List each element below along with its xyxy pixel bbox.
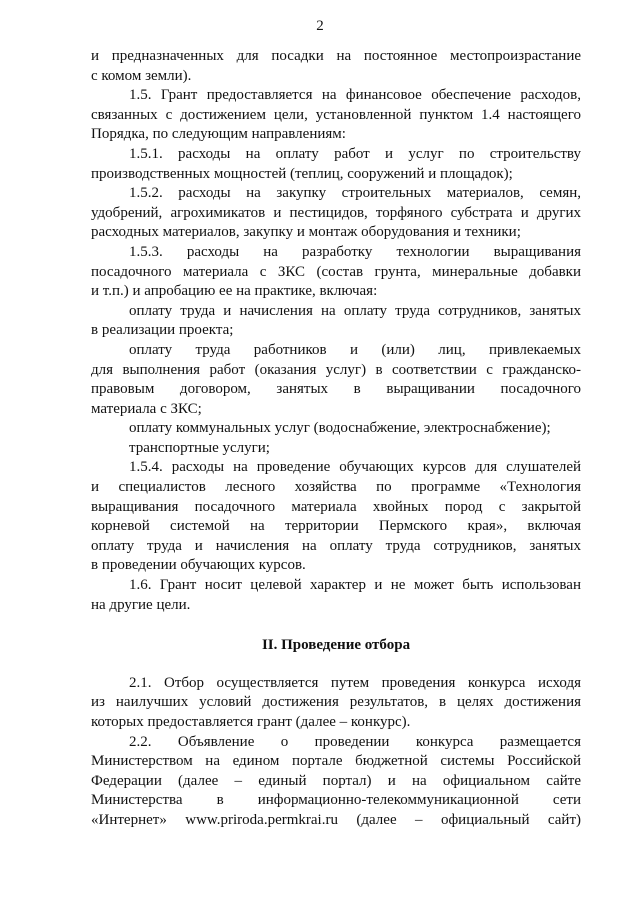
text-line: из наилучших условий достижения результатов, в целях достижения (91, 694, 581, 711)
text-line: в проведении обучающих курсов. (91, 557, 306, 574)
text-line: на другие цели. (91, 596, 191, 613)
text-line: расходных материалов, закупку и монтаж оборудования и техники; (91, 224, 521, 241)
text-line: выращивания посадочного материала хвойных пород с закрытой (91, 498, 581, 515)
section-heading: II. Проведение отбора (261, 637, 411, 654)
text-line: Порядка, по следующим направлениям: (91, 126, 346, 143)
text-line: Федерации (далее – единый портал) и на официальном сайте (91, 772, 581, 789)
text-line: производственных мощностей (теплиц, сооружений и площадок); (91, 165, 513, 182)
text-line: Министерством на едином портале бюджетной системы Российской (91, 753, 581, 770)
text-line: связанных с достижением цели, установленной пунктом 1.4 настоящего (91, 106, 581, 123)
text-line: и специалистов лесного хозяйства по программе «Технология (91, 479, 581, 496)
text-line: для выполнения работ (оказания услуг) в соответствии с гражданско- (91, 361, 581, 378)
text-line: которых предоставляется грант (далее – конкурс). (91, 714, 411, 730)
text-line: корневой системой на территории Пермского края», включая (91, 518, 581, 535)
text-line: правовым договором, занятых в выращивании посадочного (91, 381, 581, 398)
paragraph-1-6: 1.6. Грант носит целевой характер и не может быть использован (129, 577, 581, 594)
paragraph-1-5-1: 1.5.1. расходы на оплату работ и услуг по строительству (129, 145, 581, 162)
text-line: с комом земли). (91, 67, 192, 84)
paragraph-1-5: 1.5. Грант предоставляется на финансовое обеспечение расходов, (129, 87, 581, 104)
page-number: 2 (316, 18, 324, 34)
paragraph-2-1: 2.1. Отбор осуществляется путем проведения конкурса исходя (129, 674, 581, 691)
document-body (91, 47, 581, 831)
text-line: в реализации проекта; (91, 322, 234, 339)
list-item-labor: оплату труда и начисления на оплату труда сотрудников, занятых (129, 302, 581, 319)
text-line: оплату труда и начисления на оплату труда сотрудников, занятых (91, 537, 581, 554)
paragraph-2-2: 2.2. Объявление о проведении конкурса размещается (129, 733, 581, 750)
paragraph-1-5-3: 1.5.3. расходы на разработку технологии выращивания (129, 243, 581, 260)
text-line: Министерства в информационно-телекоммуникационной сети (91, 792, 581, 809)
paragraph-1-5-2: 1.5.2. расходы на закупку строительных материалов, семян, (129, 185, 581, 202)
list-item-utilities: оплату коммунальных услуг (водоснабжение, электроснабжение); (129, 420, 551, 437)
paragraph-1-5-4: 1.5.4. расходы на проведение обучающих курсов для слушателей (129, 459, 581, 476)
text-line: материала с ЗКС; (91, 400, 202, 417)
text-line: удобрений, агрохимикатов и пестицидов, торфяного субстрата и других (91, 204, 581, 221)
list-item-transport: транспортные услуги; (129, 439, 270, 456)
text-line: посадочного материала с ЗКС (состав грунта, минеральные добавки (91, 263, 581, 280)
text-line: и т.п.) и апробацию ее на практике, включая: (91, 283, 378, 300)
list-item-workers: оплату труда работников и (или) лиц, привлекаемых (129, 341, 581, 358)
text-line: и предназначенных для посадки на постоянное местопроизрастание (91, 48, 581, 64)
text-line: «Интернет» www.priroda.permkrai.ru (далее – официальный сайт) (91, 811, 581, 828)
